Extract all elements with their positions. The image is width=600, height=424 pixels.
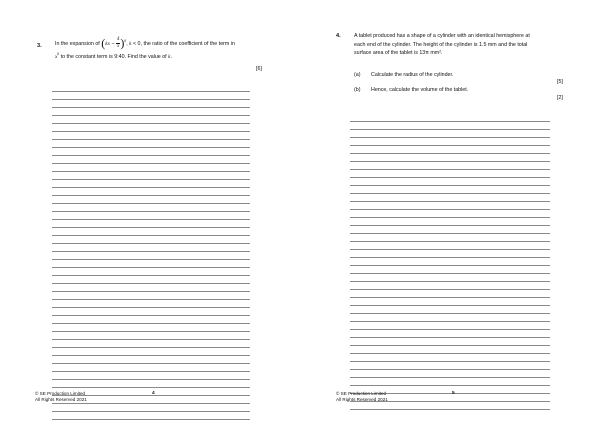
answer-line[interactable] bbox=[52, 284, 250, 292]
question-3-line1-pre: In the expansion of bbox=[55, 40, 100, 47]
answer-line[interactable] bbox=[52, 212, 250, 220]
answer-line[interactable] bbox=[52, 188, 250, 196]
answer-line[interactable] bbox=[350, 330, 550, 338]
footer-left bbox=[35, 391, 87, 403]
answer-line[interactable] bbox=[52, 324, 250, 332]
answer-line[interactable] bbox=[52, 220, 250, 228]
answer-line[interactable] bbox=[52, 340, 250, 348]
answer-line[interactable] bbox=[350, 274, 550, 282]
answer-line[interactable] bbox=[350, 202, 550, 210]
answer-line[interactable] bbox=[350, 162, 550, 170]
answer-line[interactable] bbox=[350, 146, 550, 154]
answer-line[interactable] bbox=[350, 210, 550, 218]
answer-line[interactable] bbox=[52, 316, 250, 324]
answer-line[interactable] bbox=[350, 306, 550, 314]
part-b-label: (b) bbox=[354, 87, 361, 93]
answer-line[interactable] bbox=[52, 404, 250, 412]
copyright-text: © SE Production Limited bbox=[35, 391, 86, 396]
answer-line[interactable] bbox=[350, 314, 550, 322]
answer-line[interactable] bbox=[52, 380, 250, 388]
answer-line[interactable] bbox=[52, 124, 250, 132]
part-a-text: Calculate the radius of the cylinder. bbox=[371, 72, 454, 78]
answer-line[interactable] bbox=[52, 236, 250, 244]
answer-line[interactable] bbox=[350, 170, 550, 178]
answer-line[interactable] bbox=[52, 116, 250, 124]
answer-line[interactable] bbox=[350, 138, 550, 146]
question-4-line3: surface area of the tablet is 13π mm². bbox=[354, 50, 443, 57]
answer-line[interactable] bbox=[52, 332, 250, 340]
footer-right bbox=[336, 391, 388, 403]
answer-line[interactable] bbox=[52, 92, 250, 100]
page-5 bbox=[300, 0, 600, 424]
answer-line[interactable] bbox=[52, 356, 250, 364]
answer-line[interactable] bbox=[350, 378, 550, 386]
answer-line[interactable] bbox=[350, 234, 550, 242]
answer-line[interactable] bbox=[52, 140, 250, 148]
answer-line[interactable] bbox=[52, 372, 250, 380]
rights-text: All Rights Reserved 2021 bbox=[336, 397, 388, 403]
answer-line[interactable] bbox=[52, 132, 250, 140]
question-3-line2: to the constant term is 9:40. Find the value of bbox=[60, 54, 167, 61]
answer-line[interactable] bbox=[350, 290, 550, 298]
answer-line[interactable] bbox=[350, 154, 550, 162]
part-b-text: Hence, calculate the volume of the tablet. bbox=[371, 87, 469, 93]
answer-line[interactable] bbox=[52, 276, 250, 284]
answer-line[interactable] bbox=[52, 228, 250, 236]
question-3-marks: [6] bbox=[256, 66, 262, 72]
answer-line[interactable] bbox=[52, 412, 250, 420]
answer-line[interactable] bbox=[52, 204, 250, 212]
answer-line[interactable] bbox=[350, 322, 550, 330]
question-3-text: In the expansion of (kx − $\frac{4}{x}$ )$^6$, k < 0, the ratio of the coefficient of the term in $x^6$ to the constant term is 9:40. Find the value of k. bbox=[55, 36, 235, 61]
answer-line[interactable] bbox=[350, 250, 550, 258]
answer-line[interactable] bbox=[350, 218, 550, 226]
answer-line[interactable] bbox=[52, 180, 250, 188]
answer-line[interactable] bbox=[52, 148, 250, 156]
answer-line[interactable] bbox=[350, 130, 550, 138]
answer-line[interactable] bbox=[52, 268, 250, 276]
answer-line[interactable] bbox=[52, 348, 250, 356]
answer-line[interactable] bbox=[52, 164, 250, 172]
answer-line[interactable] bbox=[350, 282, 550, 290]
answer-line[interactable] bbox=[350, 338, 550, 346]
answer-line[interactable] bbox=[52, 300, 250, 308]
fraction: $\frac{4}{x}$ bbox=[117, 37, 120, 49]
answer-line[interactable] bbox=[52, 292, 250, 300]
answer-line[interactable] bbox=[350, 114, 550, 122]
answer-line[interactable] bbox=[350, 362, 550, 370]
question-4-number: 4. bbox=[336, 33, 341, 39]
answer-line[interactable] bbox=[52, 172, 250, 180]
question-4-text bbox=[354, 32, 590, 58]
answer-line[interactable] bbox=[350, 194, 550, 202]
answer-line[interactable] bbox=[350, 298, 550, 306]
answer-line[interactable] bbox=[350, 258, 550, 266]
answer-line[interactable] bbox=[52, 156, 250, 164]
answer-lines-left[interactable] bbox=[52, 84, 250, 420]
answer-line[interactable] bbox=[350, 178, 550, 186]
answer-line[interactable] bbox=[52, 252, 250, 260]
part-a-label: (a) bbox=[354, 72, 361, 78]
answer-line[interactable] bbox=[52, 100, 250, 108]
part-a-marks: [5] bbox=[557, 79, 563, 85]
question-4-line1: A tablet produced has a shape of a cylinder with an identical hemisphere at bbox=[354, 33, 530, 39]
rights-text: All Rights Reserved 2021 bbox=[35, 397, 87, 403]
question-3-line1-post: , the ratio of the coefficient of the term in bbox=[140, 40, 235, 47]
answer-line[interactable] bbox=[350, 370, 550, 378]
answer-line[interactable] bbox=[52, 308, 250, 316]
answer-line[interactable] bbox=[350, 186, 550, 194]
page-number: 5 bbox=[452, 391, 455, 396]
answer-lines-right[interactable] bbox=[350, 114, 550, 410]
answer-line[interactable] bbox=[350, 122, 550, 130]
answer-line[interactable] bbox=[52, 260, 250, 268]
part-b-marks: [2] bbox=[557, 95, 563, 101]
answer-line[interactable] bbox=[350, 242, 550, 250]
answer-line[interactable] bbox=[52, 244, 250, 252]
question-3-number: 3. bbox=[37, 43, 42, 49]
answer-line[interactable] bbox=[350, 226, 550, 234]
answer-line[interactable] bbox=[52, 84, 250, 92]
answer-line[interactable] bbox=[52, 364, 250, 372]
answer-line[interactable] bbox=[52, 196, 250, 204]
answer-line[interactable] bbox=[350, 346, 550, 354]
copyright-text: © SE Production Limited bbox=[336, 391, 387, 396]
answer-line[interactable] bbox=[350, 266, 550, 274]
question-4-line2: each end of the cylinder. The height of the cylinder is 1.5 mm and the total bbox=[354, 41, 528, 48]
answer-line[interactable] bbox=[52, 108, 250, 116]
answer-line[interactable] bbox=[350, 354, 550, 362]
page-number: 4 bbox=[152, 391, 155, 396]
